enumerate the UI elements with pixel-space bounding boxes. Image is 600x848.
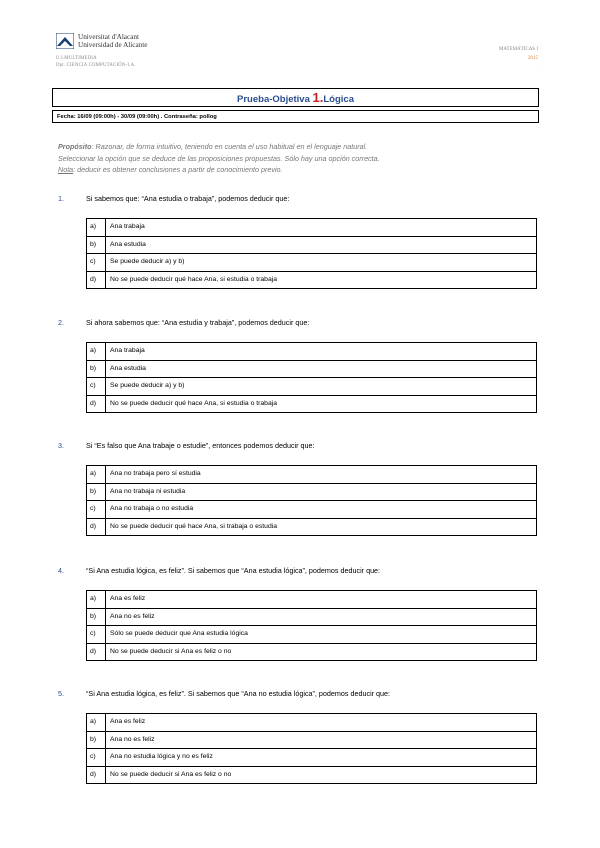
option-row[interactable] [87,731,537,749]
option-letter: a) [87,466,106,484]
option-letter: b) [87,236,106,254]
option-text: Ana trabaja [106,219,537,237]
option-text: Ana no trabaja o no estudia [106,501,537,519]
option-text: Ana no es feliz [106,731,537,749]
option-text: Ana no trabaja ni estudia [106,483,537,501]
options-table [86,465,537,536]
university-logo-icon [56,33,74,49]
option-row[interactable] [87,643,537,661]
option-row[interactable] [87,360,537,378]
nota-text: : deducir es obtener conclusiones a partir de conocimiento previo. [73,165,283,174]
title-number: 1. [312,90,324,105]
option-text: Se puede deducir a) y b) [106,254,537,272]
question-text: Si sabemos que: “Ana estudia o trabaja”, podemos deducir que: [86,194,290,203]
page-title [52,88,539,107]
option-row[interactable] [87,501,537,519]
option-text: No se puede deducir si Ana es feliz o no [106,643,537,661]
question-text: Si “Es falso que Ana trabaje o estudie”, entonces podemos deducir que: [86,441,315,450]
option-letter: d) [87,518,106,536]
options-table [86,218,537,289]
option-letter: d) [87,643,106,661]
option-text: No se puede deducir si Ana es feliz o no [106,766,537,784]
purpose-block [58,141,528,176]
option-row[interactable] [87,219,537,237]
purpose-text-2: Seleccionar la opción que se deduce de las proposiciones propuestas. Sólo hay una opción correcta. [58,153,380,163]
option-row[interactable] [87,466,537,484]
option-letter: a) [87,343,106,361]
option-letter: c) [87,749,106,767]
purpose-text-1: : Razonar, de forma intuitivo, teniendo en cuenta el uso habitual en el lenguaje natural. [91,142,368,151]
options-table [86,590,537,661]
option-text: No se puede deducir qué hace Ana, si trabaja o estudia [106,518,537,536]
option-row[interactable] [87,378,537,396]
nota-label: Nota [58,165,74,174]
option-letter: b) [87,608,106,626]
option-letter: b) [87,483,106,501]
option-row[interactable] [87,766,537,784]
question-number: 2. [58,318,64,327]
title-word: Lógica [323,94,354,105]
subject-name: MATEMÁTICAS I [498,47,538,52]
question-number: 1. [58,194,64,203]
question-text: “Si Ana estudia lógica, es feliz”. Si sabemos que “Ana estudia lógica”, podemos deducir que: [86,566,381,575]
option-letter: c) [87,626,106,644]
university-name [78,33,147,49]
title-prefix: Prueba-Objetiva [237,94,313,105]
option-text: Ana es feliz [106,714,537,732]
option-letter: d) [87,766,106,784]
header-tick: . [536,65,538,70]
option-letter: a) [87,591,106,609]
option-letter: b) [87,360,106,378]
options-table [86,342,537,413]
option-text: No se puede deducir qué hace Ana, si estudia o trabaja [106,271,537,289]
option-letter: c) [87,254,106,272]
option-letter: d) [87,395,106,413]
option-row[interactable] [87,714,537,732]
option-text: Ana trabaja [106,343,537,361]
question-3 [58,441,538,530]
option-row[interactable] [87,518,537,536]
option-row[interactable] [87,343,537,361]
subject-header [499,45,538,72]
question-text: “Si Ana estudia lógica, es feliz”. Si sabemos que “Ana no estudia lógica”, podemos deducir que: [86,689,391,698]
purpose-label: Propósito [58,142,92,151]
option-text: Ana no estudia lógica y no es feliz [106,749,537,767]
option-row[interactable] [87,626,537,644]
option-text: Ana estudia [106,360,537,378]
question-4 [58,566,538,655]
option-letter: a) [87,219,106,237]
university-line-2: Universidad de Alicante [78,41,148,49]
option-row[interactable] [87,749,537,767]
option-letter: d) [87,271,106,289]
question-5 [58,689,538,778]
options-table [86,713,537,784]
department [56,56,136,69]
option-letter: a) [87,714,106,732]
option-text: Se puede deducir a) y b) [106,378,537,396]
question-1 [58,194,538,283]
option-row[interactable] [87,271,537,289]
option-text: No se puede deducir qué hace Ana, si estudia o trabaja [106,395,537,413]
option-letter: b) [87,731,106,749]
option-row[interactable] [87,254,537,272]
university-line-1: Universitat d'Alacant [78,33,139,41]
option-letter: c) [87,378,106,396]
option-text: Ana no trabaja pero sí estudia [106,466,537,484]
option-text: Sólo se puede deducir que Ana estudia lógica [106,626,537,644]
option-row[interactable] [87,483,537,501]
question-number: 5. [58,689,64,698]
option-row[interactable] [87,395,537,413]
option-row[interactable] [87,591,537,609]
dept-line-1: U.I.MULTIMEDIA [56,56,97,61]
question-number: 4. [58,566,64,575]
page-year: 2015 [528,56,538,61]
option-text: Ana es feliz [106,591,537,609]
date-password-line: Fecha: 16/09 (09:00h) - 30/09 (09:00h) . Contraseña: pollog [52,110,539,123]
option-row[interactable] [87,236,537,254]
dept-line-2: Dpt. CIENCIA COMPUTACIÓN-I.A. [56,62,136,68]
question-number: 3. [58,441,64,450]
option-text: Ana estudia [106,236,537,254]
option-row[interactable] [87,608,537,626]
question-2 [58,318,538,407]
option-letter: c) [87,501,106,519]
question-text: Si ahora sabemos que: “Ana estudia y trabaja”, podemos deducir que: [86,318,310,327]
option-text: Ana no es feliz [106,608,537,626]
